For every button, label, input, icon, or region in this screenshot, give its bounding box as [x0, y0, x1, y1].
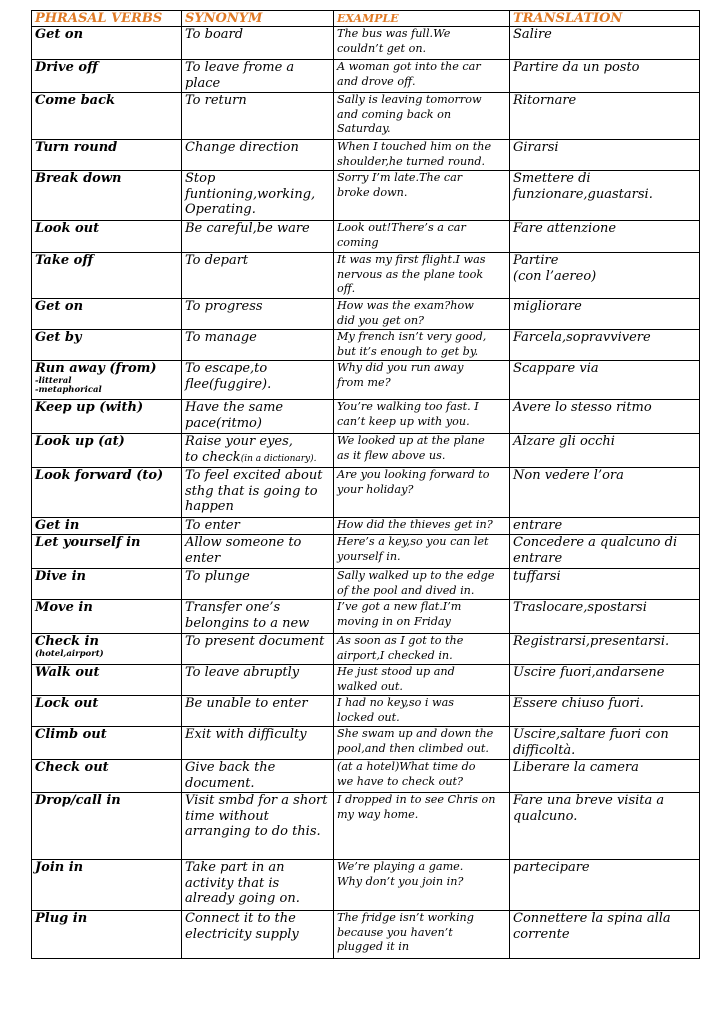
table-row	[32, 665, 700, 696]
translation-cell: entrare	[510, 518, 700, 535]
example-cell: I dropped in to see Chris on my way home.	[334, 793, 510, 860]
header-row	[32, 11, 700, 27]
synonym-cell: To progress	[182, 299, 334, 330]
table-row	[32, 400, 700, 434]
verb-note-literal: -litteral	[35, 375, 72, 386]
synonym-cell: Transfer one’s belongins to a new	[182, 600, 334, 634]
table-row	[32, 221, 700, 253]
header-translation: TRANSLATION	[510, 11, 700, 27]
example-cell: Sorry I’m late.The car broke down.	[334, 171, 510, 221]
verb-cell: Let yourself in	[32, 535, 182, 569]
synonym-cell: To depart	[182, 253, 334, 299]
header-verb: PHRASAL VERBS	[32, 11, 182, 27]
example-cell: My french isn’t very good, but it’s enough to get by.	[334, 330, 510, 361]
verb-cell: Get by	[32, 330, 182, 361]
synonym-cell: Be unable to enter	[182, 696, 334, 727]
table-row	[32, 760, 700, 793]
synonym-cell: To manage	[182, 330, 334, 361]
table-row	[32, 171, 700, 221]
verb-cell: Move in	[32, 600, 182, 634]
example-cell: Here’s a key,so you can let yourself in.	[334, 535, 510, 569]
translation-cell: Ritornare	[510, 93, 700, 140]
translation-cell: Girarsi	[510, 140, 700, 171]
header-synonym: SYNONYM	[182, 11, 334, 27]
table-row	[32, 535, 700, 569]
synonym-cell: To enter	[182, 518, 334, 535]
example-cell: Sally is leaving tomorrow and coming back on Saturday.	[334, 93, 510, 140]
verb-cell: Look up (at)	[32, 434, 182, 468]
synonym-cell: To leave abruptly	[182, 665, 334, 696]
verb-cell: Get in	[32, 518, 182, 535]
example-cell: A woman got into the car and drove off.	[334, 60, 510, 93]
translation-cell: Avere lo stesso ritmo	[510, 400, 700, 434]
phrasal-verbs-table	[31, 10, 700, 959]
example-cell: Sally walked up to the edge of the pool and dived in.	[334, 569, 510, 600]
translation-cell: Alzare gli occhi	[510, 434, 700, 468]
synonym-cell: To escape,to flee(fuggire).	[182, 361, 334, 400]
header-example: EXAMPLE	[334, 11, 510, 27]
synonym-cell: Exit with difficulty	[182, 727, 334, 760]
synonym-cell: Take part in an activity that is already going on.	[182, 860, 334, 911]
verb-cell: Come back	[32, 93, 182, 140]
synonym-cell: Give back the document.	[182, 760, 334, 793]
table-row	[32, 634, 700, 665]
synonym-cell: Stop funtioning,working, Operating.	[182, 171, 334, 221]
translation-cell: Connettere la spina alla corrente	[510, 911, 700, 959]
verb-cell: Check out	[32, 760, 182, 793]
translation-cell: Partire da un posto	[510, 60, 700, 93]
example-cell: I had no key,so i was locked out.	[334, 696, 510, 727]
example-cell: We’re playing a game. Why don’t you join in?	[334, 860, 510, 911]
example-cell: When I touched him on the shoulder,he turned round.	[334, 140, 510, 171]
verb-cell: Drive off	[32, 60, 182, 93]
synonym-cell: Connect it to the electricity supply	[182, 911, 334, 959]
synonym-cell: Visit smbd for a short time without arranging to do this.	[182, 793, 334, 860]
example-cell: He just stood up and walked out.	[334, 665, 510, 696]
example-cell: She swam up and down the pool,and then climbed out.	[334, 727, 510, 760]
table-row	[32, 434, 700, 468]
phrasal-verbs-table-container	[31, 10, 699, 959]
table-row	[32, 60, 700, 93]
synonym-cell: Raise your eyes, to check(in a dictionary).	[182, 434, 334, 468]
translation-cell: Salire	[510, 27, 700, 60]
table-row	[32, 569, 700, 600]
example-cell: It was my first flight.I was nervous as the plane took off.	[334, 253, 510, 299]
translation-cell: Partire (con l’aereo)	[510, 253, 700, 299]
example-cell: I’ve got a new flat.I’m moving in on Friday	[334, 600, 510, 634]
table-row	[32, 696, 700, 727]
verb-cell: Plug in	[32, 911, 182, 959]
verb-cell: Walk out	[32, 665, 182, 696]
verb-cell: Climb out	[32, 727, 182, 760]
verb-cell: Keep up (with)	[32, 400, 182, 434]
verb-cell: Look forward (to)	[32, 468, 182, 518]
verb-cell: Look out	[32, 221, 182, 253]
table-row	[32, 140, 700, 171]
verb-cell: Check in (hotel,airport)	[32, 634, 182, 665]
synonym-cell: To feel excited about sthg that is going to happen	[182, 468, 334, 518]
example-cell: Are you looking forward to your holiday?	[334, 468, 510, 518]
synonym-cell: Be careful,be ware	[182, 221, 334, 253]
translation-cell: migliorare	[510, 299, 700, 330]
table-row	[32, 253, 700, 299]
translation-cell: partecipare	[510, 860, 700, 911]
translation-cell: Uscire fuori,andarsene	[510, 665, 700, 696]
translation-cell: Smettere di funzionare,guastarsi.	[510, 171, 700, 221]
verb-cell: Run away (from) -litteral -metaphorical	[32, 361, 182, 400]
synonym-cell: Change direction	[182, 140, 334, 171]
translation-cell: Non vedere l’ora	[510, 468, 700, 518]
verb-cell: Join in	[32, 860, 182, 911]
table-row	[32, 330, 700, 361]
verb-cell: Get on	[32, 27, 182, 60]
translation-cell: Scappare via	[510, 361, 700, 400]
verb-cell: Take off	[32, 253, 182, 299]
table-row	[32, 468, 700, 518]
example-cell: The bus was full.We couldn’t get on.	[334, 27, 510, 60]
table-row	[32, 793, 700, 860]
verb-cell: Dive in	[32, 569, 182, 600]
table-row	[32, 727, 700, 760]
synonym-note: (in a dictionary).	[240, 453, 317, 464]
synonym-cell: Allow someone to enter	[182, 535, 334, 569]
verb-cell: Break down	[32, 171, 182, 221]
verb-note-metaphorical: -metaphorical	[35, 384, 102, 395]
example-cell: (at a hotel)What time do we have to check out?	[334, 760, 510, 793]
example-cell: You’re walking too fast. I can’t keep up with you.	[334, 400, 510, 434]
synonym-cell: To plunge	[182, 569, 334, 600]
synonym-cell: To board	[182, 27, 334, 60]
table-row	[32, 600, 700, 634]
example-cell: Look out!There’s a car coming	[334, 221, 510, 253]
translation-cell: Farcela,sopravvivere	[510, 330, 700, 361]
translation-cell: Fare una breve visita a qualcuno.	[510, 793, 700, 860]
synonym-cell: Have the same pace(ritmo)	[182, 400, 334, 434]
translation-cell: Essere chiuso fuori.	[510, 696, 700, 727]
table-row	[32, 860, 700, 911]
table-row	[32, 93, 700, 140]
translation-cell: Uscire,saltare fuori con difficoltà.	[510, 727, 700, 760]
example-cell: As soon as I got to the airport,I checked in.	[334, 634, 510, 665]
translation-cell: tuffarsi	[510, 569, 700, 600]
translation-cell: Fare attenzione	[510, 221, 700, 253]
example-cell: How was the exam?how did you get on?	[334, 299, 510, 330]
example-cell: The fridge isn’t working because you haven’t plugged it in	[334, 911, 510, 959]
translation-cell: Registrarsi,presentarsi.	[510, 634, 700, 665]
verb-cell: Turn round	[32, 140, 182, 171]
example-cell: Why did you run away from me?	[334, 361, 510, 400]
example-cell: How did the thieves get in?	[334, 518, 510, 535]
table-row	[32, 911, 700, 959]
verb-cell: Get on	[32, 299, 182, 330]
translation-cell: Liberare la camera	[510, 760, 700, 793]
synonym-cell: To present document	[182, 634, 334, 665]
table-row	[32, 27, 700, 60]
translation-cell: Traslocare,spostarsi	[510, 600, 700, 634]
synonym-cell: To return	[182, 93, 334, 140]
example-cell: We looked up at the plane as it flew above us.	[334, 434, 510, 468]
verb-note: (hotel,airport)	[35, 648, 104, 659]
synonym-cell: To leave frome a place	[182, 60, 334, 93]
verb-cell: Lock out	[32, 696, 182, 727]
table-row	[32, 518, 700, 535]
translation-cell: Concedere a qualcuno di entrare	[510, 535, 700, 569]
table-row	[32, 299, 700, 330]
table-row	[32, 361, 700, 400]
verb-cell: Drop/call in	[32, 793, 182, 860]
